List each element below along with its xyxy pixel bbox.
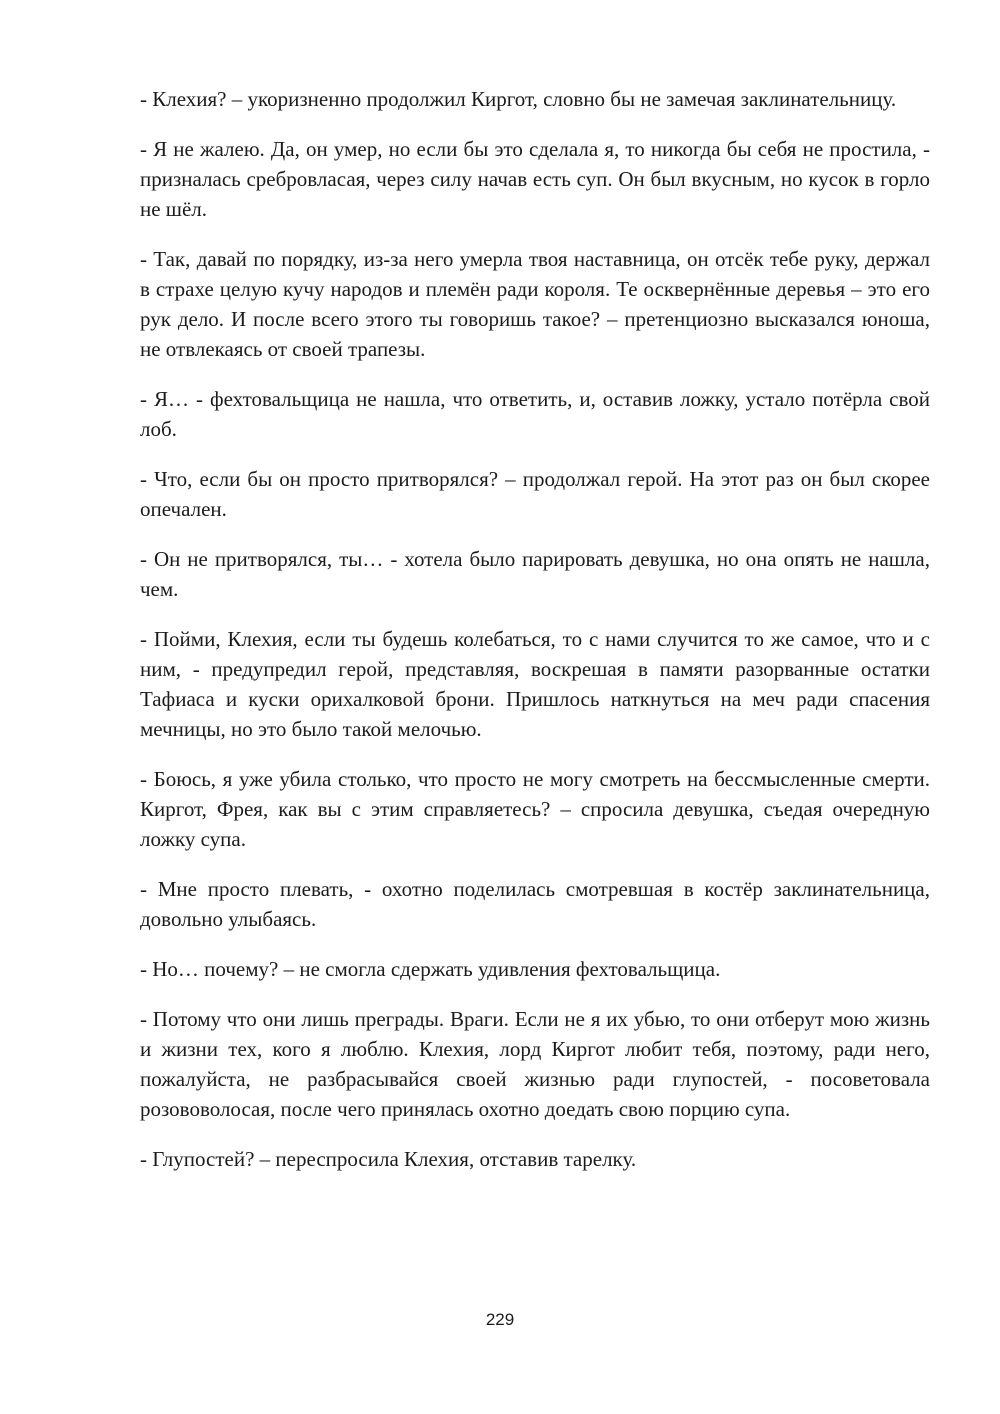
paragraph: - Клехия? – укоризненно продолжил Киргот, словно бы не замечая заклинательницу. — [140, 87, 897, 111]
paragraph: - Он не притворялся, ты… - хотела было парировать девушка, но она опять не нашла, чем. — [140, 547, 930, 601]
paragraph: - Боюсь, я уже убила столько, что просто не могу смотреть на бессмысленные смерти. Киргот, Фрея, как вы с этим справляетесь? – спросила девушка, съедая очередную ложку супа. — [140, 767, 930, 851]
paragraph: - Потому что они лишь преграды. Враги. Если не я их убью, то они отберут мою жизнь и жизни тех, кого я люблю. Клехия, лорд Киргот любит тебя, поэтому, ради него, пожалуйста, не разбрасывайся своей жизнью ради глупостей, - посоветовала розововолосая, после чего принялась охотно доедать свою порцию супа. — [140, 1007, 930, 1121]
paragraph: - Что, если бы он просто притворялся? – продолжал герой. На этот раз он был скорее опечален. — [140, 467, 930, 521]
page-number: 229 — [485, 1310, 515, 1329]
paragraph: - Я не жалею. Да, он умер, но если бы это сделала я, то никогда бы себя не простила, - призналась сребровласая, через силу начав есть суп. Он был вкусным, но кусок в горло не шёл. — [140, 137, 930, 221]
paragraph: - Мне просто плевать, - охотно поделилась смотревшая в костёр заклинательница, довольно улыбаясь. — [140, 877, 930, 931]
paragraph: - Так, давай по порядку, из-за него умерла твоя наставница, он отсёк тебе руку, держал в страхе целую кучу народов и племён ради короля. Те осквернённые деревья – это его рук дело. И после всего этого ты говоришь такое? – претенциозно высказался юноша, не отвлекаясь от своей трапезы. — [140, 247, 930, 361]
text-block — [140, 84, 930, 1194]
paragraph: - Но… почему? – не смогла сдержать удивления фехтовальщица. — [140, 957, 721, 981]
paragraph: - Я… - фехтовальщица не нашла, что ответить, и, оставив ложку, устало потёрла свой лоб. — [140, 387, 930, 441]
paragraph: - Пойми, Клехия, если ты будешь колебаться, то с нами случится то же самое, что и с ним, - предупредил герой, представляя, воскрешая в памяти разорванные остатки Тафиаса и куски орихалковой брони. Пришлось наткнуться на меч ради спасения мечницы, но это было такой мелочью. — [140, 627, 930, 741]
paragraph: - Глупостей? – переспросила Клехия, отставив тарелку. — [140, 1147, 637, 1171]
